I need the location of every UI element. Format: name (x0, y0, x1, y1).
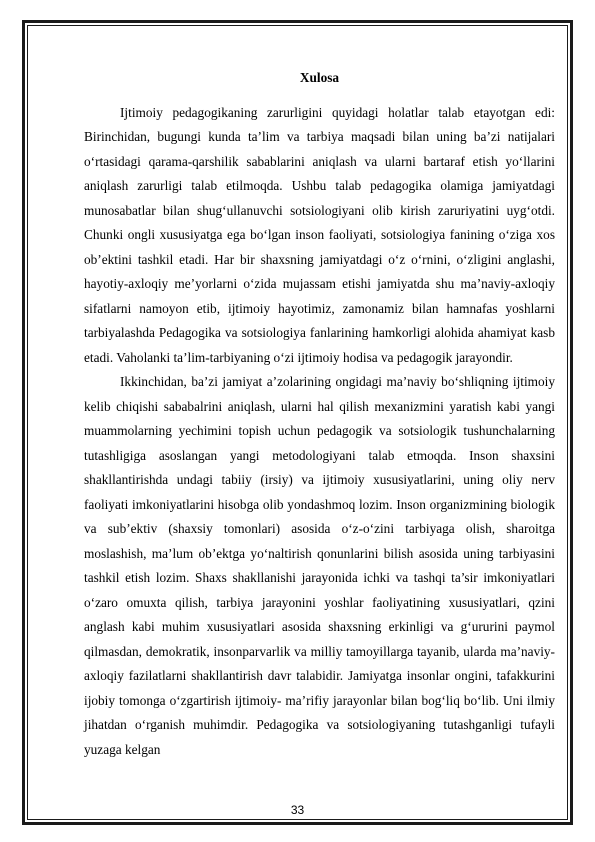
paragraph-first: Ijtimoiy pedagogikaning zarurligini quyidagi holatlar talab etayotgan edi: Birinchidan, bugungi kunda ta’lim va tarbiya maqsadi bilan uning ba’zi natijalari o‘rtasidagi qarama-qarshilik sabablarini aniqlash va ularni bartaraf etish yo‘llarini aniqlash zarurligi talab etilmoqda. Ushbu talab pedagogika olamiga jamiyatdagi munosabatlar bilan shug‘ullanuvchi sotsiologiyani olib kirish zaruriyatini uyg‘otdi. Chunki ongli xususiyatga ega bo‘lgan inson faoliyati, sotsiologiya fanining o‘ziga xos ob’ektini tashkil etadi. Har bir shaxsning jamiyatdagi o‘z o‘rnini, o‘zligini anglashi, hayotiy-axloqiy me’yorlarni o‘zida mujassam etishi jamiyatda shu ma’naviy-axloqiy sifatlarni namoyon etib, ijtimoiy hayotimiz, zamonamiz bilan hamnafas yoshlarni tarbiyalashda Pedagogika va sotsiologiya fanlarining hamkorligi alohida ahamiyat kasb etadi. Vaholanki ta’lim-tarbiyaning o‘zi ijtimoiy hodisa va pedagogik jarayondir. (84, 104, 555, 365)
paragraph-second: Ikkinchidan, ba’zi jamiyat a’zolarining ongidagi ma’naviy bo‘shliqning ijtimoiy kelib chiqishi sababalrini aniqlash, ularni hal qilish mexanizmini yaratish kabi yangi muammolarning yechimini topish uchun pedagogik va sotsiologik tushunchalarning tutashligiga asoslangan yangi metodologiyani talab etmoqda. Inson shaxsini shakllantirishda undagi tabiiy (irsiy) va ijtimoiy xususiyatlarini, uning oliy nerv faoliyati imkoniyatlarini hisobga olib yondashmoq lozim. Inson organizmining biologik va sub’ektiv (shaxsiy tomonlari) asosida o‘z-o‘zini tarbiyaga olish, sharoitga moslashish, ma’lum ob’ektga yo‘naltirish qonunlarini bilish asosida uning tarbiyasini tashkil etish lozim. Shaxs shakllanishi jarayonida ichki va tashqi ta’sir imkoniyatlari o‘zaro omuxta qilish, tarbiya jarayonini yoshlar faoliyatining xususiyatlari, qzini anglash kabi muhim xususiyatlari asosida shaxsning erkinligi va g‘ururini paymol qilmasdan, demokratik, insonparvarlik va milliy tamoyillarga tayanib, ularda ma’naviy-axloqiy fazilatlarni shakllantirish davr talabidir. Jamiyatga insonlar ongini, tafakkurini ijobiy tomonga o‘zgartirish ijtimoiy- ma’rifiy jarayonlar bilan bog‘liq bo‘lib. Uni ilmiy jihatdan o‘rganish muhimdir. Pedagogika va sotsiologiyaning tutashganligi tufayli yuzaga kelgan (84, 374, 555, 757)
document-body (84, 66, 555, 762)
page-title: Xulosa (299, 70, 340, 85)
page-number: 33 (290, 803, 305, 817)
